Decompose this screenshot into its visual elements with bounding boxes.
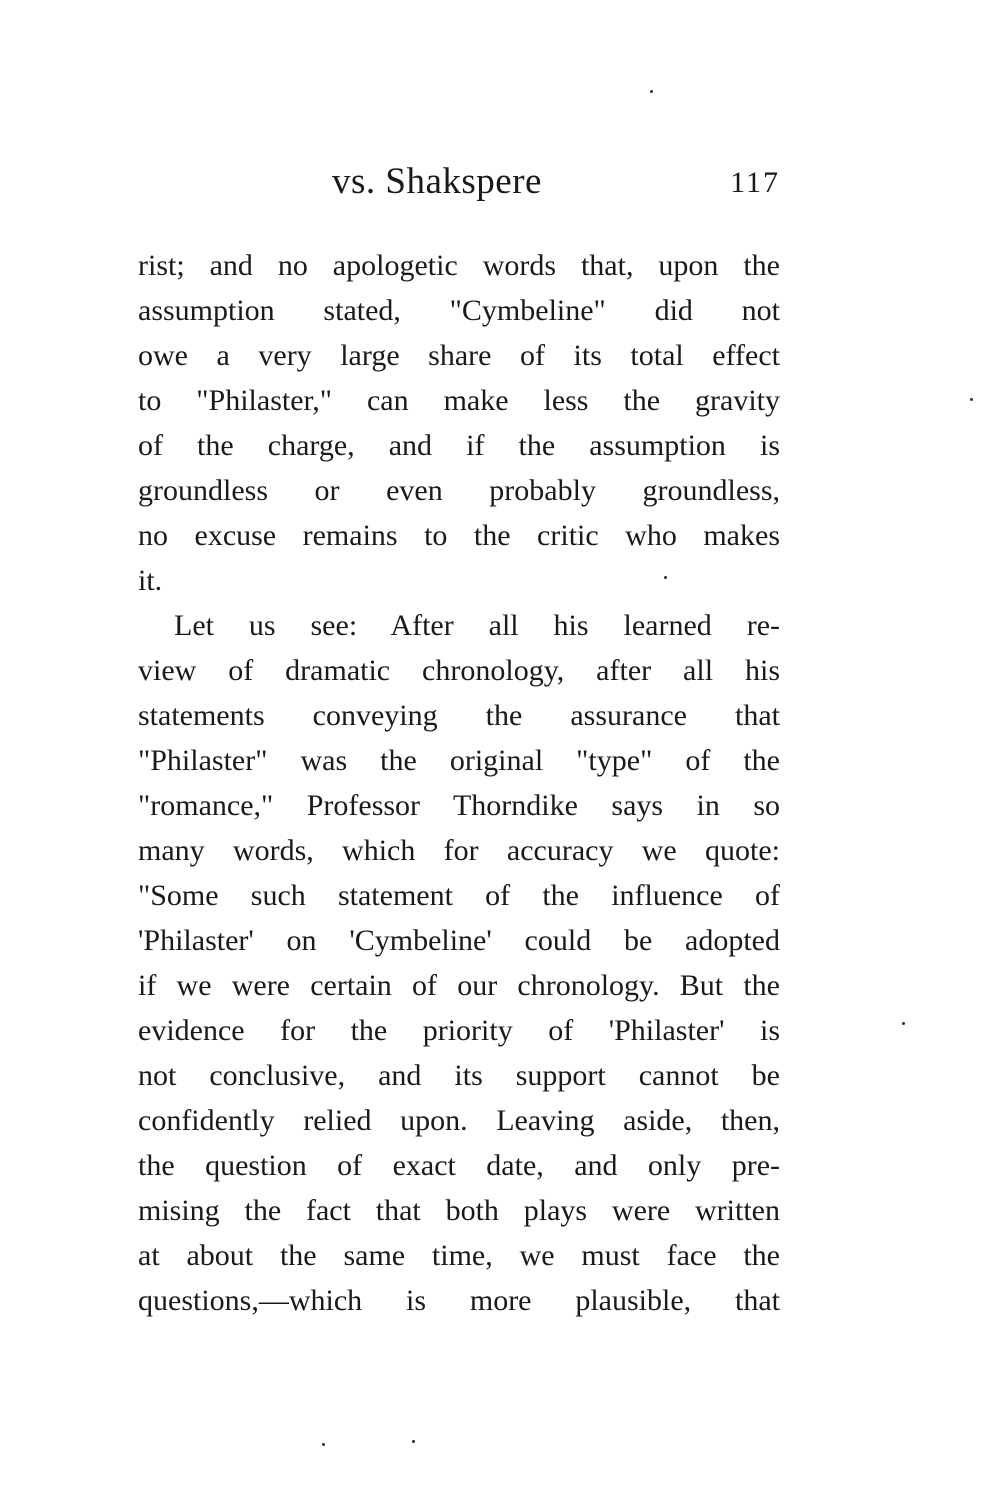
- text-line: evidence for the priority of 'Philaster' is: [138, 1014, 780, 1047]
- text-line: assumption stated, "Cymbeline" did not: [138, 294, 780, 327]
- running-header: [138, 160, 780, 220]
- page-body: [138, 243, 780, 1323]
- scan-speck: [970, 398, 973, 401]
- text-line: "Some such statement of the influence of: [138, 879, 780, 912]
- scan-speck: [664, 576, 667, 579]
- text-line: to "Philaster," can make less the gravity: [138, 384, 780, 417]
- text-line: "romance," Professor Thorndike says in so: [138, 789, 780, 822]
- text-line: mising the fact that both plays were written: [138, 1194, 780, 1227]
- text-line: questions,—which is more plausible, that: [138, 1284, 780, 1317]
- text-line: at about the same time, we must face the: [138, 1239, 780, 1272]
- text-line: rist; and no apologetic words that, upon the: [138, 249, 780, 282]
- scan-speck: [650, 90, 653, 93]
- text-line: the question of exact date, and only pre-: [138, 1149, 780, 1182]
- text-line: no excuse remains to the critic who makes: [138, 519, 780, 552]
- text-line: of the charge, and if the assumption is: [138, 429, 780, 462]
- scan-speck: [412, 1440, 415, 1443]
- text-line: statements conveying the assurance that: [138, 699, 780, 732]
- text-line: groundless or even probably groundless,: [138, 474, 780, 507]
- text-line: owe a very large share of its total effect: [138, 339, 780, 372]
- text-line: view of dramatic chronology, after all his: [138, 654, 780, 687]
- text-line: it.: [138, 564, 163, 597]
- text-line: not conclusive, and its support cannot be: [138, 1059, 780, 1092]
- text-line: confidently relied upon. Leaving aside, then,: [138, 1104, 780, 1137]
- text-line: many words, which for accuracy we quote:: [138, 834, 780, 867]
- page-number: 117: [730, 166, 780, 199]
- scan-speck: [902, 1022, 905, 1025]
- running-head-title: vs. Shakspere: [332, 161, 542, 202]
- paragraph-1: [138, 243, 780, 603]
- text-line: Let us see: After all his learned re-: [174, 609, 780, 642]
- scan-speck: [322, 1443, 325, 1446]
- text-line: 'Philaster' on 'Cymbeline' could be adopted: [138, 924, 780, 957]
- text-line: "Philaster" was the original "type" of the: [138, 744, 780, 777]
- text-line: if we were certain of our chronology. But the: [138, 969, 780, 1002]
- paragraph-2: [138, 603, 780, 1323]
